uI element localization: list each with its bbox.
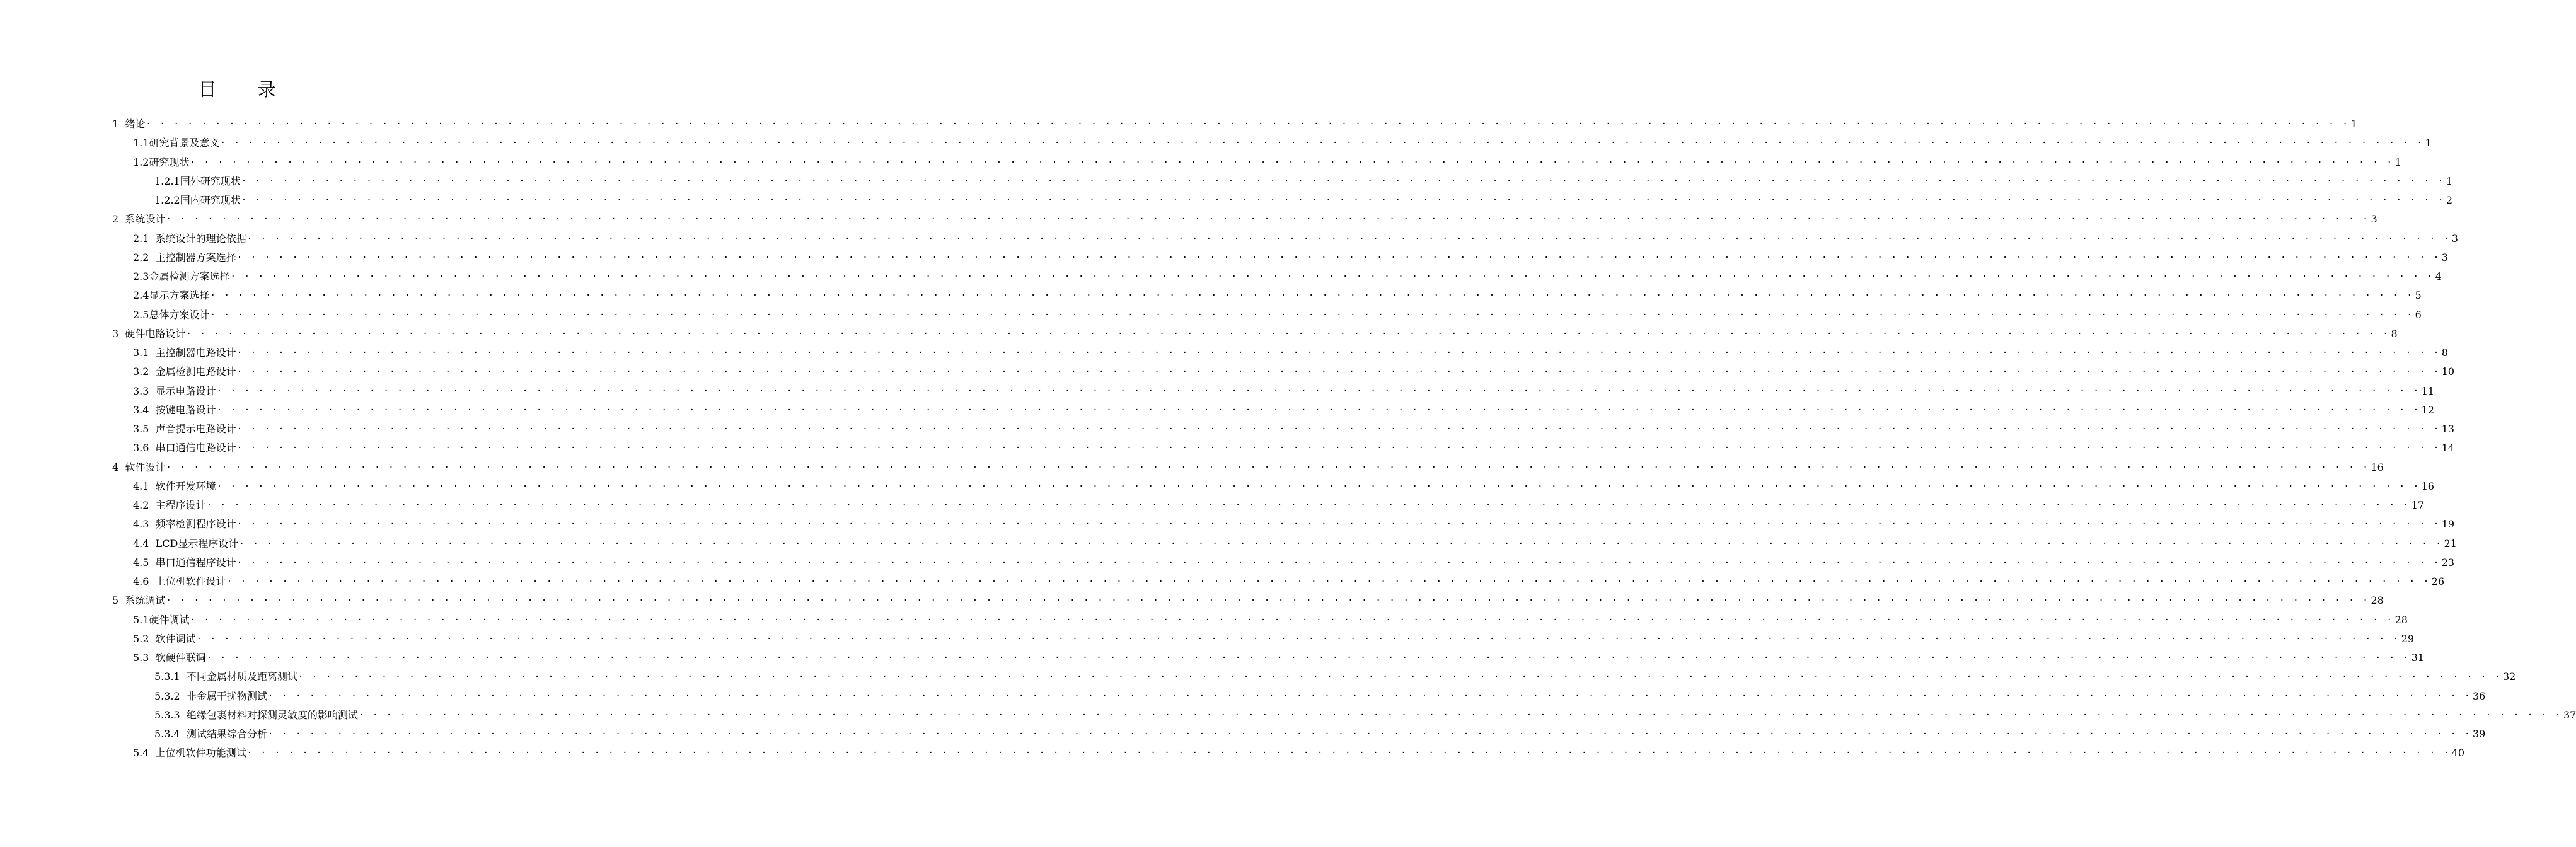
toc-leader-dots: · · · · · · · · · · · · · · · · · · · · · · · · · · · · · · · · · · · · · · · · · · · · · · · · · · · · · · · · · · · · · · · · · · · · · · · · · · · · · · · · · · · · · · · · · · · · · · · · · · · · · · · · · · · · · · · · · · · · · · · · · · · · · · · · · · · · · · · · · · · · · · · · · · · · · · · · · · · · · · · <box>216 386 2420 396</box>
toc-entry-label: 2.4显示方案选择 <box>133 289 210 301</box>
toc-entry-page-number: 8 <box>2441 347 2448 359</box>
toc-entry-label: 3.2 金属检测电路设计 <box>133 366 236 377</box>
toc-entry[interactable] <box>154 706 2576 722</box>
toc-entry-page-number: 12 <box>2421 404 2435 416</box>
toc-entry-label: 1.2研究现状 <box>133 156 190 168</box>
toc-entry-label: 5.3.3 绝缘包裹材料对探测灵敏度的影响测试 <box>154 709 358 721</box>
toc-entry-page-number: 3 <box>2441 251 2448 263</box>
toc-entry-page-number: 11 <box>2421 385 2435 397</box>
toc-leader-dots: · · · · · · · · · · · · · · · · · · · · · · · · · · · · · · · · · · · · · · · · · · · · · · · · · · · · · · · · · · · · · · · · · · · · · · · · · · · · · · · · · · · · · · · · · · · · · · · · · · · · · · · · · · · · · · · · · · · · · · · · · · · · · · · · · · · · · · · · · · · · · · · · · · · · · · · · · · · · · · · <box>267 691 2471 701</box>
toc-entry-page-number: 3 <box>2451 233 2458 245</box>
toc-entry-label: 4.1 软件开发环境 <box>133 480 216 492</box>
toc-entry[interactable] <box>154 667 2516 684</box>
toc-entry-label: 3.1 主控制器电路设计 <box>133 347 236 359</box>
toc-leader-dots: · · · · · · · · · · · · · · · · · · · · · · · · · · · · · · · · · · · · · · · · · · · · · · · · · · · · · · · · · · · · · · · · · · · · · · · · · · · · · · · · · · · · · · · · · · · · · · · · · · · · · · · · · · · · · · · · · · · · · · · · · · · · · · · · · · · · · · · · · · · · · · · · · · · · · · · · · · · · · · · <box>246 234 2451 244</box>
toc-entry-page-number: 26 <box>2431 575 2445 587</box>
toc-leader-dots: · · · · · · · · · · · · · · · · · · · · · · · · · · · · · · · · · · · · · · · · · · · · · · · · · · · · · · · · · · · · · · · · · · · · · · · · · · · · · · · · · · · · · · · · · · · · · · · · · · · · · · · · · · · · · · · · · · · · · · · · · · · · · · · · · · · · · · · · · · · · · · · · · · · · · · · · · · · · · · · <box>230 272 2434 282</box>
toc-entry[interactable] <box>133 477 2435 493</box>
toc-entry[interactable] <box>133 229 2458 246</box>
toc-entry-page-number: 14 <box>2441 442 2455 454</box>
toc-entry[interactable] <box>133 611 2408 627</box>
toc-entry-label: 5.1硬件调试 <box>133 614 190 626</box>
toc-entry-page-number: 6 <box>2415 309 2422 321</box>
toc-entry[interactable] <box>133 134 2432 150</box>
toc-leader-dots: · · · · · · · · · · · · · · · · · · · · · · · · · · · · · · · · · · · · · · · · · · · · · · · · · · · · · · · · · · · · · · · · · · · · · · · · · · · · · · · · · · · · · · · · · · · · · · · · · · · · · · · · · · · · · · · · · · · · · · · · · · · · · · · · · · · · · · · · · · · · · · · · · · · · · · · · · · · · · · · <box>190 158 2394 168</box>
toc-leader-dots: · · · · · · · · · · · · · · · · · · · · · · · · · · · · · · · · · · · · · · · · · · · · · · · · · · · · · · · · · · · · · · · · · · · · · · · · · · · · · · · · · · · · · · · · · · · · · · · · · · · · · · · · · · · · · · · · · · · · · · · · · · · · · · · · · · · · · · · · · · · · · · · · · · · · · · · · · · · · · · · <box>236 348 2440 358</box>
toc-entry-label: 1.1研究背景及意义 <box>133 137 220 149</box>
toc-entry-page-number: 36 <box>2473 690 2486 702</box>
toc-entry[interactable] <box>154 687 2486 703</box>
toc-entry-page-number: 1 <box>2394 156 2401 168</box>
toc-entry[interactable] <box>112 325 2398 341</box>
toc-entry-label: 3.5 声音提示电路设计 <box>133 423 236 435</box>
toc-entry-page-number: 17 <box>2411 499 2425 511</box>
toc-leader-dots: · · · · · · · · · · · · · · · · · · · · · · · · · · · · · · · · · · · · · · · · · · · · · · · · · · · · · · · · · · · · · · · · · · · · · · · · · · · · · · · · · · · · · · · · · · · · · · · · · · · · · · · · · · · · · · · · · · · · · · · · · · · · · · · · · · · · · · · · · · · · · · · · · · · · · · · · · · · · · · · <box>220 138 2424 148</box>
toc-entry-label: 5 系统调试 <box>112 594 166 606</box>
toc-entry[interactable] <box>133 496 2425 512</box>
toc-leader-dots: · · · · · · · · · · · · · · · · · · · · · · · · · · · · · · · · · · · · · · · · · · · · · · · · · · · · · · · · · · · · · · · · · · · · · · · · · · · · · · · · · · · · · · · · · · · · · · · · · · · · · · · · · · · · · · · · · · · · · · · · · · · · · · · · · · · · · · · · · · · · · · · · · · · · · · · · · · · · · · · <box>206 653 2410 663</box>
toc-entry[interactable] <box>154 191 2453 207</box>
toc-entry-page-number: 4 <box>2435 270 2442 282</box>
toc-entry-page-number: 1 <box>2425 137 2432 149</box>
toc-entry-page-number: 39 <box>2473 728 2486 740</box>
toc-entry-label: 4.4 LCD显示程序设计 <box>133 538 239 550</box>
toc-entry-label: 4.3 频率检测程序设计 <box>133 518 236 530</box>
toc-entry-label: 5.3.1 不同金属材质及距离测试 <box>154 671 297 683</box>
toc-entry-label: 4 软件设计 <box>112 461 166 473</box>
toc-entry[interactable] <box>133 420 2455 436</box>
toc-entry[interactable] <box>133 267 2442 284</box>
toc-leader-dots: · · · · · · · · · · · · · · · · · · · · · · · · · · · · · · · · · · · · · · · · · · · · · · · · · · · · · · · · · · · · · · · · · · · · · · · · · · · · · · · · · · · · · · · · · · · · · · · · · · · · · · · · · · · · · · · · · · · · · · · · · · · · · · · · · · · · · · · · · · · · · · · · · · · · · · · · · · · · · · · <box>146 119 2350 129</box>
toc-entry-label: 2.5总体方案设计 <box>133 309 210 321</box>
toc-entry-page-number: 32 <box>2503 671 2516 683</box>
toc-entry-label: 5.3 软硬件联调 <box>133 652 206 664</box>
toc-entry-label: 3.4 按键电路设计 <box>133 404 216 416</box>
toc-leader-dots: · · · · · · · · · · · · · · · · · · · · · · · · · · · · · · · · · · · · · · · · · · · · · · · · · · · · · · · · · · · · · · · · · · · · · · · · · · · · · · · · · · · · · · · · · · · · · · · · · · · · · · · · · · · · · · · · · · · · · · · · · · · · · · · · · · · · · · · · · · · · · · · · · · · · · · · · · · · · · · · <box>206 500 2410 510</box>
toc-entry-label: 5.2 软件调试 <box>133 633 196 645</box>
toc-leader-dots: · · · · · · · · · · · · · · · · · · · · · · · · · · · · · · · · · · · · · · · · · · · · · · · · · · · · · · · · · · · · · · · · · · · · · · · · · · · · · · · · · · · · · · · · · · · · · · · · · · · · · · · · · · · · · · · · · · · · · · · · · · · · · · · · · · · · · · · · · · · · · · · · · · · · · · · · · · · · · · · <box>236 443 2440 453</box>
toc-entry-page-number: 2 <box>2446 194 2453 206</box>
toc-entry-page-number: 3 <box>2371 213 2377 225</box>
toc-entry[interactable] <box>133 744 2465 760</box>
toc-entry-page-number: 28 <box>2371 594 2384 606</box>
toc-leader-dots: · · · · · · · · · · · · · · · · · · · · · · · · · · · · · · · · · · · · · · · · · · · · · · · · · · · · · · · · · · · · · · · · · · · · · · · · · · · · · · · · · · · · · · · · · · · · · · · · · · · · · · · · · · · · · · · · · · · · · · · · · · · · · · · · · · · · · · · · · · · · · · · · · · · · · · · · · · · · · · · <box>166 596 2370 606</box>
toc-entry-page-number: 29 <box>2401 633 2415 645</box>
toc-leader-dots: · · · · · · · · · · · · · · · · · · · · · · · · · · · · · · · · · · · · · · · · · · · · · · · · · · · · · · · · · · · · · · · · · · · · · · · · · · · · · · · · · · · · · · · · · · · · · · · · · · · · · · · · · · · · · · · · · · · · · · · · · · · · · · · · · · · · · · · · · · · · · · · · · · · · · · · · · · · · · · · <box>186 329 2390 339</box>
toc-leader-dots: · · · · · · · · · · · · · · · · · · · · · · · · · · · · · · · · · · · · · · · · · · · · · · · · · · · · · · · · · · · · · · · · · · · · · · · · · · · · · · · · · · · · · · · · · · · · · · · · · · · · · · · · · · · · · · · · · · · · · · · · · · · · · · · · · · · · · · · · · · · · · · · · · · · · · · · · · · · · · · · <box>190 615 2394 625</box>
toc-leader-dots: · · · · · · · · · · · · · · · · · · · · · · · · · · · · · · · · · · · · · · · · · · · · · · · · · · · · · · · · · · · · · · · · · · · · · · · · · · · · · · · · · · · · · · · · · · · · · · · · · · · · · · · · · · · · · · · · · · · · · · · · · · · · · · · · · · · · · · · · · · · · · · · · · · · · · · · · · · · · · · · <box>358 710 2562 720</box>
toc-entry[interactable] <box>133 248 2448 265</box>
toc-entry-page-number: 23 <box>2441 556 2455 568</box>
toc-entry-label: 2.3金属检测方案选择 <box>133 270 230 282</box>
toc-entry-label: 3 硬件电路设计 <box>112 328 186 340</box>
toc-entry[interactable] <box>133 153 2401 170</box>
toc-entry[interactable] <box>133 382 2435 398</box>
toc-entry[interactable] <box>133 306 2422 322</box>
toc-entry-label: 4.2 主程序设计 <box>133 499 206 511</box>
toc-entry-page-number: 10 <box>2441 366 2455 377</box>
toc-leader-dots: · · · · · · · · · · · · · · · · · · · · · · · · · · · · · · · · · · · · · · · · · · · · · · · · · · · · · · · · · · · · · · · · · · · · · · · · · · · · · · · · · · · · · · · · · · · · · · · · · · · · · · · · · · · · · · · · · · · · · · · · · · · · · · · · · · · · · · · · · · · · · · · · · · · · · · · · · · · · · · · <box>297 672 2502 682</box>
toc-entry-page-number: 19 <box>2441 518 2455 530</box>
toc-entry-page-number: 16 <box>2371 461 2384 473</box>
toc-entry[interactable] <box>133 439 2455 455</box>
toc-leader-dots: · · · · · · · · · · · · · · · · · · · · · · · · · · · · · · · · · · · · · · · · · · · · · · · · · · · · · · · · · · · · · · · · · · · · · · · · · · · · · · · · · · · · · · · · · · · · · · · · · · · · · · · · · · · · · · · · · · · · · · · · · · · · · · · · · · · · · · · · · · · · · · · · · · · · · · · · · · · · · · · <box>216 481 2420 492</box>
toc-entry[interactable] <box>154 725 2486 741</box>
toc-entry[interactable] <box>133 362 2455 379</box>
toc-entry-label: 1.2.1国外研究现状 <box>154 175 241 187</box>
toc-entry-label: 4.6 上位机软件设计 <box>133 575 226 587</box>
toc-leader-dots: · · · · · · · · · · · · · · · · · · · · · · · · · · · · · · · · · · · · · · · · · · · · · · · · · · · · · · · · · · · · · · · · · · · · · · · · · · · · · · · · · · · · · · · · · · · · · · · · · · · · · · · · · · · · · · · · · · · · · · · · · · · · · · · · · · · · · · · · · · · · · · · · · · · · · · · · · · · · · · · <box>210 291 2414 301</box>
toc-leader-dots: · · · · · · · · · · · · · · · · · · · · · · · · · · · · · · · · · · · · · · · · · · · · · · · · · · · · · · · · · · · · · · · · · · · · · · · · · · · · · · · · · · · · · · · · · · · · · · · · · · · · · · · · · · · · · · · · · · · · · · · · · · · · · · · · · · · · · · · · · · · · · · · · · · · · · · · · · · · · · · · <box>216 405 2420 415</box>
toc-entry[interactable] <box>154 172 2453 188</box>
toc-leader-dots: · · · · · · · · · · · · · · · · · · · · · · · · · · · · · · · · · · · · · · · · · · · · · · · · · · · · · · · · · · · · · · · · · · · · · · · · · · · · · · · · · · · · · · · · · · · · · · · · · · · · · · · · · · · · · · · · · · · · · · · · · · · · · · · · · · · · · · · · · · · · · · · · · · · · · · · · · · · · · · · <box>166 214 2370 224</box>
toc-entry-label: 2.1 系统设计的理论依据 <box>133 233 246 245</box>
page-title: 目 录 <box>198 79 294 100</box>
toc-leader-dots: · · · · · · · · · · · · · · · · · · · · · · · · · · · · · · · · · · · · · · · · · · · · · · · · · · · · · · · · · · · · · · · · · · · · · · · · · · · · · · · · · · · · · · · · · · · · · · · · · · · · · · · · · · · · · · · · · · · · · · · · · · · · · · · · · · · · · · · · · · · · · · · · · · · · · · · · · · · · · · · <box>166 463 2370 473</box>
toc-entry[interactable] <box>133 515 2455 531</box>
toc-leader-dots: · · · · · · · · · · · · · · · · · · · · · · · · · · · · · · · · · · · · · · · · · · · · · · · · · · · · · · · · · · · · · · · · · · · · · · · · · · · · · · · · · · · · · · · · · · · · · · · · · · · · · · · · · · · · · · · · · · · · · · · · · · · · · · · · · · · · · · · · · · · · · · · · · · · · · · · · · · · · · · · <box>246 748 2451 758</box>
toc-leader-dots: · · · · · · · · · · · · · · · · · · · · · · · · · · · · · · · · · · · · · · · · · · · · · · · · · · · · · · · · · · · · · · · · · · · · · · · · · · · · · · · · · · · · · · · · · · · · · · · · · · · · · · · · · · · · · · · · · · · · · · · · · · · · · · · · · · · · · · · · · · · · · · · · · · · · · · · · · · · · · · · <box>226 577 2430 587</box>
toc-entry-page-number: 37 <box>2563 709 2576 721</box>
toc-leader-dots: · · · · · · · · · · · · · · · · · · · · · · · · · · · · · · · · · · · · · · · · · · · · · · · · · · · · · · · · · · · · · · · · · · · · · · · · · · · · · · · · · · · · · · · · · · · · · · · · · · · · · · · · · · · · · · · · · · · · · · · · · · · · · · · · · · · · · · · · · · · · · · · · · · · · · · · · · · · · · · · <box>236 424 2440 434</box>
toc-leader-dots: · · · · · · · · · · · · · · · · · · · · · · · · · · · · · · · · · · · · · · · · · · · · · · · · · · · · · · · · · · · · · · · · · · · · · · · · · · · · · · · · · · · · · · · · · · · · · · · · · · · · · · · · · · · · · · · · · · · · · · · · · · · · · · · · · · · · · · · · · · · · · · · · · · · · · · · · · · · · · · · <box>239 539 2443 549</box>
toc-entry[interactable] <box>133 648 2425 665</box>
toc-entry-page-number: 13 <box>2441 423 2455 435</box>
toc-entry-label: 2.2 主控制器方案选择 <box>133 251 236 263</box>
toc-leader-dots: · · · · · · · · · · · · · · · · · · · · · · · · · · · · · · · · · · · · · · · · · · · · · · · · · · · · · · · · · · · · · · · · · · · · · · · · · · · · · · · · · · · · · · · · · · · · · · · · · · · · · · · · · · · · · · · · · · · · · · · · · · · · · · · · · · · · · · · · · · · · · · · · · · · · · · · · · · · · · · · <box>267 729 2471 739</box>
toc-entry-label: 4.5 串口通信程序设计 <box>133 556 236 568</box>
toc-entry[interactable] <box>112 458 2384 475</box>
toc-leader-dots: · · · · · · · · · · · · · · · · · · · · · · · · · · · · · · · · · · · · · · · · · · · · · · · · · · · · · · · · · · · · · · · · · · · · · · · · · · · · · · · · · · · · · · · · · · · · · · · · · · · · · · · · · · · · · · · · · · · · · · · · · · · · · · · · · · · · · · · · · · · · · · · · · · · · · · · · · · · · · · · <box>241 195 2445 205</box>
toc-entry[interactable] <box>133 553 2455 570</box>
toc-entry-label: 5.3.2 非金属干扰物测试 <box>154 690 267 702</box>
toc-entry-label: 5.4 上位机软件功能测试 <box>133 747 246 759</box>
toc-entry-page-number: 28 <box>2394 614 2408 626</box>
toc-leader-dots: · · · · · · · · · · · · · · · · · · · · · · · · · · · · · · · · · · · · · · · · · · · · · · · · · · · · · · · · · · · · · · · · · · · · · · · · · · · · · · · · · · · · · · · · · · · · · · · · · · · · · · · · · · · · · · · · · · · · · · · · · · · · · · · · · · · · · · · · · · · · · · · · · · · · · · · · · · · · · · · <box>210 310 2414 320</box>
toc-entry-page-number: 21 <box>2444 538 2457 550</box>
toc-entry-page-number: 1 <box>2350 118 2357 130</box>
toc-entry-page-number: 8 <box>2391 328 2398 340</box>
toc-entry-page-number: 1 <box>2446 175 2453 187</box>
toc-entry-label: 2 系统设计 <box>112 213 166 225</box>
toc-entry[interactable] <box>133 286 2422 302</box>
toc-entry[interactable] <box>133 343 2448 360</box>
toc-entry[interactable] <box>133 534 2457 551</box>
toc-entry-page-number: 16 <box>2421 480 2435 492</box>
toc-entry[interactable] <box>133 401 2435 417</box>
toc-entry-page-number: 31 <box>2411 652 2425 664</box>
toc-leader-dots: · · · · · · · · · · · · · · · · · · · · · · · · · · · · · · · · · · · · · · · · · · · · · · · · · · · · · · · · · · · · · · · · · · · · · · · · · · · · · · · · · · · · · · · · · · · · · · · · · · · · · · · · · · · · · · · · · · · · · · · · · · · · · · · · · · · · · · · · · · · · · · · · · · · · · · · · · · · · · · · <box>236 558 2440 568</box>
toc-entry[interactable] <box>133 630 2415 646</box>
toc-entry-page-number: 5 <box>2415 289 2422 301</box>
toc-entry-label: 1 绪论 <box>112 118 146 130</box>
toc-leader-dots: · · · · · · · · · · · · · · · · · · · · · · · · · · · · · · · · · · · · · · · · · · · · · · · · · · · · · · · · · · · · · · · · · · · · · · · · · · · · · · · · · · · · · · · · · · · · · · · · · · · · · · · · · · · · · · · · · · · · · · · · · · · · · · · · · · · · · · · · · · · · · · · · · · · · · · · · · · · · · · · <box>241 176 2445 187</box>
toc-entry[interactable] <box>112 210 2377 226</box>
toc-leader-dots: · · · · · · · · · · · · · · · · · · · · · · · · · · · · · · · · · · · · · · · · · · · · · · · · · · · · · · · · · · · · · · · · · · · · · · · · · · · · · · · · · · · · · · · · · · · · · · · · · · · · · · · · · · · · · · · · · · · · · · · · · · · · · · · · · · · · · · · · · · · · · · · · · · · · · · · · · · · · · · · <box>236 367 2440 377</box>
toc-entry-label: 5.3.4 测试结果综合分析 <box>154 728 267 740</box>
toc-entry-label: 3.3 显示电路设计 <box>133 385 216 397</box>
toc-entry[interactable] <box>112 591 2384 608</box>
toc-entry[interactable] <box>112 115 2357 131</box>
toc-entry[interactable] <box>133 572 2445 589</box>
toc-leader-dots: · · · · · · · · · · · · · · · · · · · · · · · · · · · · · · · · · · · · · · · · · · · · · · · · · · · · · · · · · · · · · · · · · · · · · · · · · · · · · · · · · · · · · · · · · · · · · · · · · · · · · · · · · · · · · · · · · · · · · · · · · · · · · · · · · · · · · · · · · · · · · · · · · · · · · · · · · · · · · · · <box>236 519 2440 529</box>
toc-leader-dots: · · · · · · · · · · · · · · · · · · · · · · · · · · · · · · · · · · · · · · · · · · · · · · · · · · · · · · · · · · · · · · · · · · · · · · · · · · · · · · · · · · · · · · · · · · · · · · · · · · · · · · · · · · · · · · · · · · · · · · · · · · · · · · · · · · · · · · · · · · · · · · · · · · · · · · · · · · · · · · · <box>236 253 2440 263</box>
toc-entry-label: 3.6 串口通信电路设计 <box>133 442 236 454</box>
toc-leader-dots: · · · · · · · · · · · · · · · · · · · · · · · · · · · · · · · · · · · · · · · · · · · · · · · · · · · · · · · · · · · · · · · · · · · · · · · · · · · · · · · · · · · · · · · · · · · · · · · · · · · · · · · · · · · · · · · · · · · · · · · · · · · · · · · · · · · · · · · · · · · · · · · · · · · · · · · · · · · · · · · <box>196 634 2400 644</box>
toc-entry-label: 1.2.2国内研究现状 <box>154 194 241 206</box>
toc-entry-page-number: 40 <box>2451 747 2465 759</box>
